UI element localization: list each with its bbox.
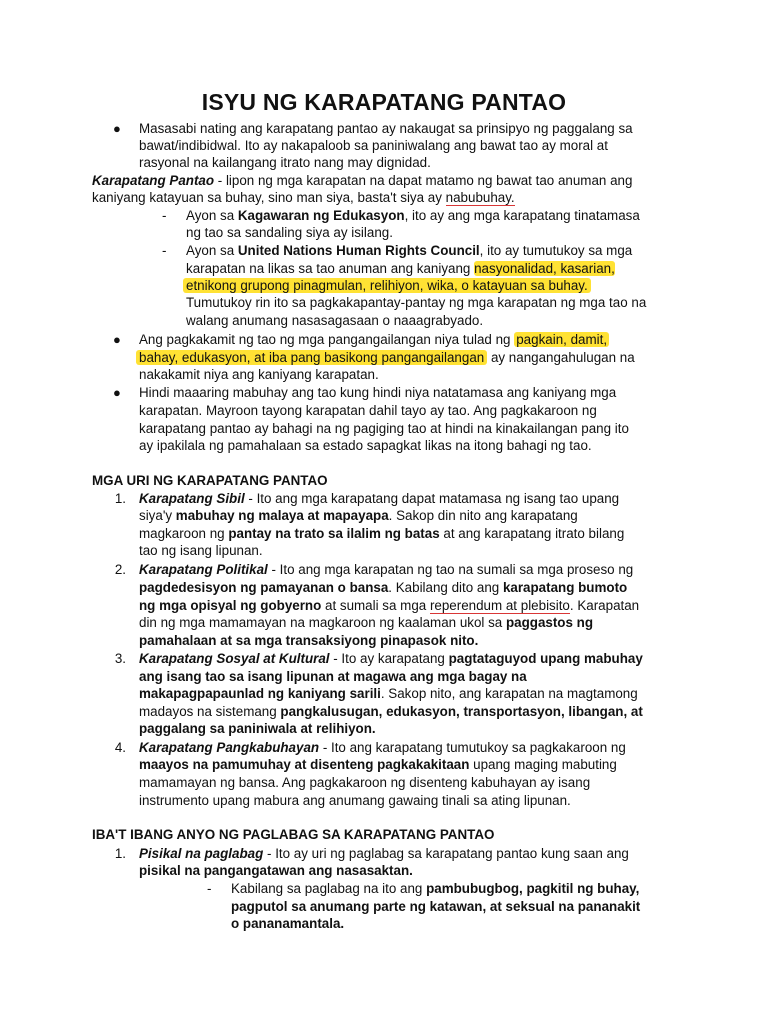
list-bold: ng mga opisyal ng gobyerno [139,598,322,613]
list-line [139,579,627,597]
highlighted-text: bahay, edukasyon, at iba pang basikong pangangailangan [136,350,487,365]
sub-line: ng tao sa sandaling siya ay isilang. [186,225,393,240]
list-bold: pamahalaan at sa mga transaksiyong pinapasok nito. [139,633,479,648]
list-line [139,614,593,632]
list-text: magkaroon ng [139,526,229,541]
sub-line [231,898,640,916]
list-bold: pagdedesisyon ng pamayanan o bansa [139,580,389,595]
list-text: - Ito ay uri ng paglabag sa karapatang pantao kung saan ang [263,846,629,861]
intro-line: bawat/indibidwal. Ito ay nakapaloob sa paniniwalang ang bawat tao ay moral at [139,138,608,153]
list-bold: pisikal na pangangatawan ang nasasaktan. [139,863,413,878]
definition-line [92,172,632,190]
bullet-line: Hindi maaaring mabuhay ang tao kung hindi niya natatamasa ang kaniyang mga [139,385,617,400]
sub-text: Ayon sa [186,208,238,223]
list-text: at sumali sa mga [321,598,430,613]
list-line [139,739,626,757]
sub-text: karapatan na likas sa tao anuman ang kaniyang [186,261,475,276]
list-line: mamamayan ng bansa. Ang pagkakaroon ng disenteng kabuhayan ay isang [139,775,591,790]
highlighted-text: etnikong grupong pinagmulan, relihiyon, wika, o katayuan sa buhay. [183,278,591,293]
list-bold: paggalang sa paniniwala at relihiyon. [139,721,376,736]
list-bold: makapagpapaunlad ng kaniyang sarili [139,686,381,701]
list-text: . Sakop din nito ang karapatang [388,508,578,523]
bullet-line [139,331,609,349]
bullet-icon: ● [113,332,121,347]
list-text: - Ito ay karapatang [329,651,449,666]
sub-line [186,242,632,260]
list-line [139,756,617,774]
sub-bold: United Nations Human Rights Council [237,243,480,258]
list-text: - Ito ang mga karapatang dapat matamasa ng isang tao upang [244,491,620,506]
sub-text: , ito ay ang mga karapatang tinatamasa [404,208,640,223]
dash-icon: - [207,881,212,896]
list-line [139,703,643,721]
sub-text: Ayon sa [186,243,238,258]
bullet-text: Ang pagkakamit ng tao ng mga pangangailangan niya tulad ng [139,332,515,347]
bullet-line: nakakamit niya ang kaniyang karapatan. [139,367,379,382]
bullet-line: karapatang pantao ay bahagi na ng pagiging tao at hindi na kinakailangan pang ito [139,421,629,436]
list-text: upang maging mabuting [469,757,617,772]
list-line: instrumento upang mabura ang anumang gawaing tinali sa ating lipunan. [139,793,571,808]
bullet-text: ay nangangahulugan na [487,350,635,365]
list-bold: pangkalusugan, edukasyon, transportasyon, libangan, at [280,704,643,719]
sub-line [186,260,615,278]
dash-icon: - [162,243,167,258]
list-number: 4. [114,740,126,755]
list-term: Karapatang Sibil [139,491,245,506]
sub-bold: pagputol sa anumang parte ng katawan, at seksual na pananakit [231,899,641,914]
bullet-line [136,349,635,367]
bullet-line: karapatan. Mayroon tayong karapatan dahil tayo ay tao. Ang pagkakaroon ng [139,403,597,418]
section-heading: IBA'T IBANG ANYO NG PAGLABAG SA KARAPATANG PANTAO [92,827,495,842]
intro-line: rasyonal na kailangang itrato nang may dignidad. [139,155,431,170]
list-bold: karapatang bumoto [502,580,628,595]
sub-bold: pambubugbog, pagkitil ng buhay, [426,881,640,896]
list-term: Karapatang Sosyal at Kultural [139,651,330,666]
sub-text: , ito ay tumutukoy sa mga [479,243,633,258]
list-text: - Ito ang mga karapatan ng tao na sumali sa mga proseso ng [267,562,634,577]
highlighted-text: nasyonalidad, kasarian, [474,261,615,276]
definition-term: Karapatang Pantao [92,173,215,188]
intro-line: Masasabi nating ang karapatang pantao ay nakaugat sa prinsipyo ng paggalang sa [139,121,633,136]
list-term: Pisikal na paglabag [139,846,264,861]
sub-line: walang anumang nasasagasaan o naaagrabyado. [186,313,484,328]
list-line [139,597,639,615]
list-line [139,525,624,543]
list-line [139,845,629,863]
list-text: . Sakop nito, ang karapatan na magtamong [380,686,638,701]
list-line [139,632,478,650]
list-bold: ang isang tao sa isang lipunan at magawa ang mga bagay na [139,669,527,684]
list-bold: mabuhay ng malaya at mapayapa [175,508,389,523]
list-line: tao ng isang lipunan. [139,543,263,558]
dash-icon: - [162,208,167,223]
sub-line: Tumutukoy rin ito sa pagkakapantay-pantay ng mga karapatan ng mga tao na [186,295,647,310]
list-line [139,668,527,686]
bullet-icon: ● [113,385,121,400]
red-underlined-text: reperendum at plebisito [429,598,570,613]
bullet-line: ay ipakilala ng pamahalaan sa estado sapagkat likas na itong bahagi ng tao. [139,438,592,453]
list-text: - Ito ang karapatang tumutukoy sa pagkakaroon ng [319,740,626,755]
list-bold: pantay na trato sa ilalim ng batas [228,526,440,541]
list-bold: pagtataguyod upang mabuhay [448,651,643,666]
list-line [139,650,643,668]
sub-line [231,915,344,933]
list-number: 1. [114,846,126,861]
list-line [139,507,578,525]
page-title: ISYU NG KARAPATANG PANTAO [201,89,567,115]
sub-line [231,880,639,898]
highlighted-text: pagkain, damit, [516,332,608,347]
list-text: madayos na sistemang [139,704,281,719]
list-term: Karapatang Politikal [139,562,268,577]
sub-line [186,207,640,225]
sub-bold: Kagawaran ng Edukasyon [237,208,405,223]
sub-line [183,277,591,295]
definition-text: - lipon ng mga karapatan na dapat matamo ng bawat tao anuman ang [214,173,633,188]
list-text: siya'y [139,508,176,523]
definition-text: kaniyang katayuan sa buhay, sino man siya, basta't siya ay [92,190,446,205]
list-line [139,490,619,508]
list-number: 1. [114,491,126,506]
list-bold: maayos na pamumuhay at disenteng pagkakakitaan [139,757,470,772]
bullet-icon: ● [113,121,121,136]
list-text: din ng mga mamamayan na magkaroon ng kaalaman ukol sa [139,615,506,630]
list-text: . Karapatan [569,598,640,613]
section-heading: MGA URI NG KARAPATANG PANTAO [92,473,328,488]
list-text: . Kabilang dito ang [388,580,503,595]
list-text: at ang karapatang itrato bilang [439,526,625,541]
list-line [139,720,376,738]
list-number: 3. [114,651,126,666]
list-term: Karapatang Pangkabuhayan [139,740,320,755]
list-line [139,862,413,880]
list-bold: paggastos ng [505,615,594,630]
list-line [139,561,633,579]
sub-bold: o pananamantala. [231,916,345,931]
red-underlined-text: nabubuhay. [445,190,515,205]
list-line [139,685,638,703]
list-number: 2. [114,562,126,577]
sub-text: Kabilang sa paglabag na ito ang [231,881,427,896]
definition-line [92,189,515,207]
